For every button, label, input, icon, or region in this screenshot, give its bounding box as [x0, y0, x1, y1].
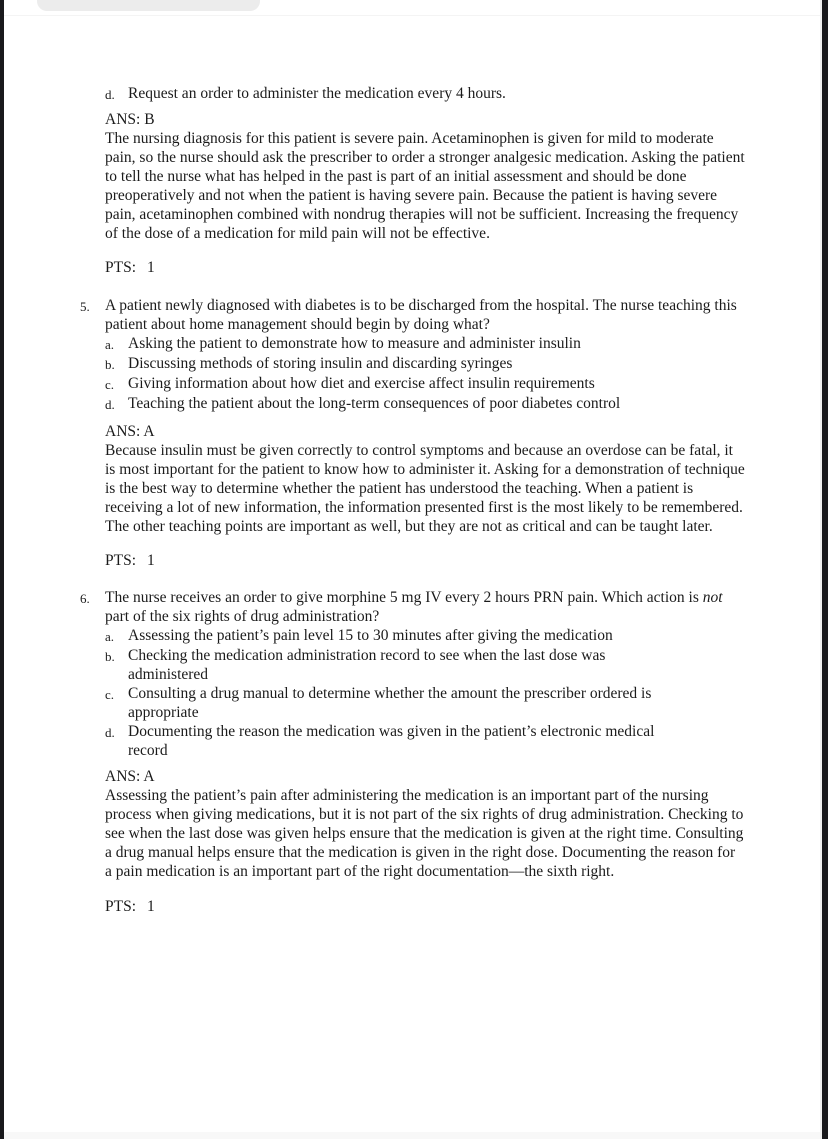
option-row: [105, 722, 745, 760]
option-text: Consulting a drug manual to determine whether the amount the prescriber ordered is appropriate: [128, 685, 652, 721]
option-row: [105, 84, 745, 104]
pts-label: PTS:: [105, 552, 137, 569]
question-number: 5.: [80, 299, 90, 314]
question-5: [80, 296, 745, 414]
bottom-strip: [4, 1132, 820, 1139]
option-letter: b.: [105, 357, 115, 372]
option-letter: a.: [105, 337, 115, 352]
answer-line: ANS: A: [105, 768, 155, 785]
pts-label: PTS:: [105, 259, 137, 276]
option-row: [105, 374, 745, 394]
pts-line: [105, 897, 745, 916]
question-number: 6.: [80, 591, 90, 606]
answer-block: [105, 767, 745, 881]
stem-italic: not: [702, 589, 723, 606]
question-stem: [105, 296, 745, 334]
answer-line: ANS: B: [105, 111, 155, 128]
option-letter: a.: [105, 629, 115, 644]
stem-text: The nurse receives an order to give morphine 5 mg IV every 2 hours PRN pain. Which action is: [105, 589, 703, 606]
right-edge: [820, 0, 828, 1139]
option-text: Assessing the patient’s pain level 15 to 30 minutes after giving the medication: [128, 627, 613, 644]
question-stem: [105, 588, 745, 626]
rationale-text: Because insulin must be given correctly to control symptoms and because an overdose can be fatal, it is most important for the patient to know how to administer it. Asking for a demonstration of technique is the best way to determine whether the patient has understood the teaching. When a patient is receiving a lot of new information, the information presented first is the most likely to be remembered. The other teaching points are important as well, but they are not as critical and can be taught later.: [105, 442, 745, 535]
option-letter: d.: [105, 397, 115, 412]
option-letter: d.: [105, 87, 115, 102]
left-edge: [0, 0, 4, 1139]
option-letter: b.: [105, 649, 115, 664]
option-letter: d.: [105, 725, 115, 740]
option-row: [105, 646, 745, 684]
option-row: [105, 334, 745, 354]
option-row: [105, 394, 745, 414]
stem-text: A patient newly diagnosed with diabetes is to be discharged from the hospital. The nurse teaching this patient about home management should begin by doing what?: [105, 297, 737, 333]
option-text: Giving information about how diet and exercise affect insulin requirements: [128, 375, 595, 392]
pts-value: 1: [147, 898, 155, 915]
option-text: Discussing methods of storing insulin and discarding syringes: [128, 355, 513, 372]
pts-line: [105, 551, 745, 570]
option-text: Documenting the reason the medication was given in the patient’s electronic medical record: [128, 723, 655, 759]
option-text: Checking the medication administration record to see when the last dose was administered: [128, 647, 606, 683]
option-letter: c.: [105, 687, 115, 702]
answer-block: [105, 422, 745, 536]
stem-suffix: part of the six rights of drug administration?: [105, 608, 380, 625]
option-row: [105, 354, 745, 374]
answer-line: ANS: A: [105, 423, 155, 440]
option-letter: c.: [105, 377, 115, 392]
option-text: Request an order to administer the medication every 4 hours.: [128, 85, 506, 102]
option-row: [105, 684, 745, 722]
pts-label: PTS:: [105, 898, 137, 915]
rationale-text: Assessing the patient’s pain after administering the medication is an important part of the nursing process when giving medications, but it is not part of the six rights of drug administration. Checking to see when the last dose was given helps ensure that the medication is given at the right time. Consulting a drug manual helps ensure that the medication is given in the right dose. Documenting the reason for a pain medication is an important part of the right documentation—the sixth right.: [105, 787, 744, 880]
pts-value: 1: [147, 552, 155, 569]
option-row: [105, 626, 745, 646]
answer-block: [105, 110, 745, 243]
top-divider: [4, 15, 820, 16]
document-page: [80, 84, 745, 916]
rationale-text: The nursing diagnosis for this patient is severe pain. Acetaminophen is given for mild to moderate pain, so the nurse should ask the prescriber to order a stronger analgesic medication. Asking the patient to tell the nurse what has helped in the past is part of an initial assessment and should be done preoperatively and not when the patient is having severe pain. Because the patient is having severe pain, acetaminophen combined with nondrug therapies will not be sufficient. Increasing the frequency of the dose of a medication for mild pain will not be effective.: [105, 130, 745, 242]
toolbar-tab[interactable]: [37, 0, 260, 11]
pts-line: [105, 258, 745, 277]
pts-value: 1: [147, 259, 155, 276]
option-text: Teaching the patient about the long-term consequences of poor diabetes control: [128, 395, 621, 412]
question-6: [80, 588, 745, 760]
option-text: Asking the patient to demonstrate how to measure and administer insulin: [128, 335, 581, 352]
